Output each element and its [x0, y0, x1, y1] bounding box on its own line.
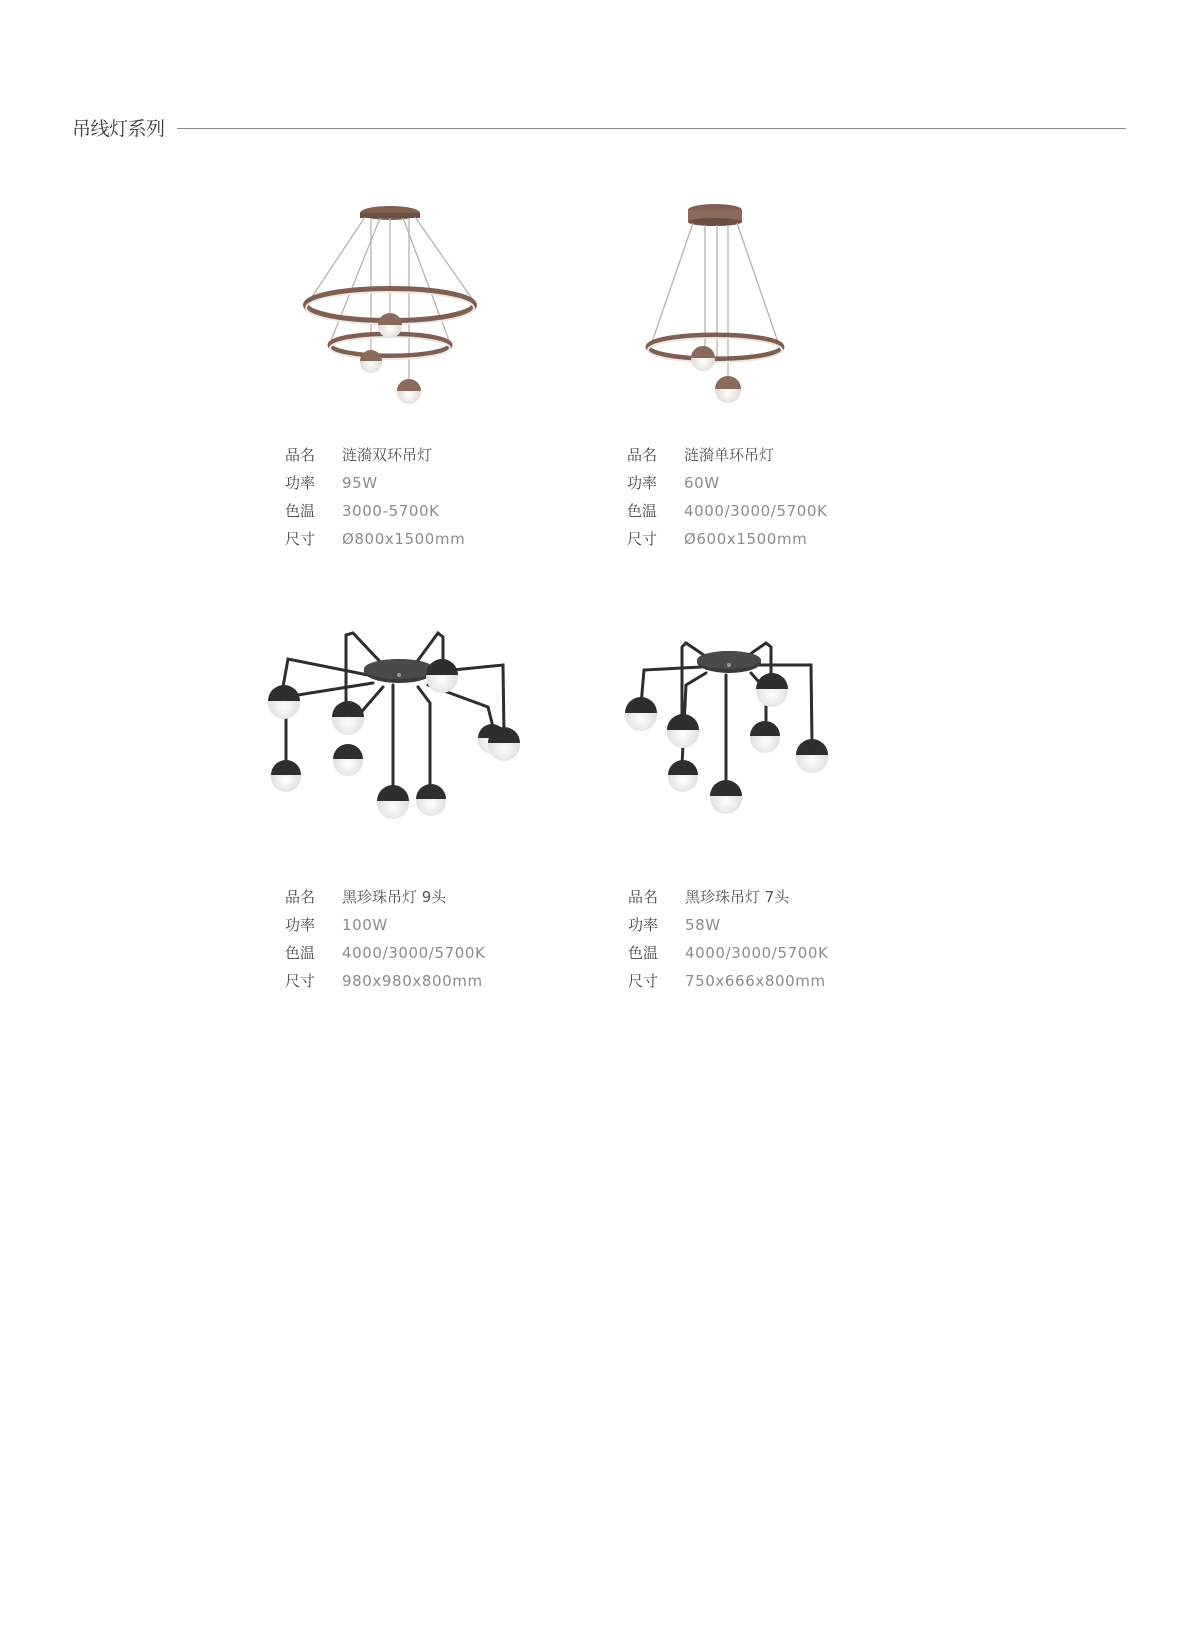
spec-row-name [627, 441, 827, 469]
spec-label: 品名 [627, 446, 658, 464]
spec-row-name [628, 883, 828, 911]
section-title: 吊线灯系列 [72, 118, 165, 140]
spec-row-color-temp [285, 497, 465, 525]
black-pearl-7-pendant-image [626, 635, 846, 825]
single-ring-pendant-image [627, 195, 957, 415]
product-color-temp: 3000-5700K [342, 502, 440, 520]
spec-label: 品名 [285, 446, 316, 464]
double-ring-pendant-image [285, 195, 615, 415]
spec-row-color-temp [628, 939, 828, 967]
spec-label: 尺寸 [285, 972, 316, 990]
product-color-temp: 4000/3000/5700K [685, 944, 829, 962]
product-specs [628, 883, 828, 995]
product-name: 涟漪双环吊灯 [342, 446, 433, 464]
product-specs [285, 883, 485, 995]
product-specs [627, 441, 827, 553]
spec-row-power [285, 469, 465, 497]
product-specs [285, 441, 465, 553]
spec-row-color-temp [285, 939, 485, 967]
product-card-black-pearl-9 [268, 625, 598, 1005]
product-size: 750x666x800mm [685, 972, 826, 990]
product-card-single-ring [627, 195, 957, 555]
product-color-temp: 4000/3000/5700K [342, 944, 486, 962]
product-size: Ø600x1500mm [684, 530, 808, 548]
product-power: 95W [342, 474, 378, 492]
spec-row-name [285, 441, 465, 469]
spec-label: 功率 [285, 474, 316, 492]
spec-label: 品名 [628, 888, 659, 906]
spec-label: 尺寸 [627, 530, 658, 548]
spec-label: 尺寸 [628, 972, 659, 990]
product-power: 100W [342, 916, 388, 934]
spec-label: 功率 [628, 916, 659, 934]
product-color-temp: 4000/3000/5700K [684, 502, 828, 520]
section-header [72, 114, 1126, 144]
spec-label: 尺寸 [285, 530, 316, 548]
spec-row-color-temp [627, 497, 827, 525]
spec-label: 品名 [285, 888, 316, 906]
spec-row-size [627, 525, 827, 553]
spec-label: 色温 [285, 502, 316, 520]
header-divider [177, 128, 1126, 129]
spec-row-size [285, 525, 465, 553]
spec-label: 色温 [627, 502, 658, 520]
spec-row-power [627, 469, 827, 497]
spec-row-size [285, 967, 485, 995]
product-card-black-pearl-7 [626, 635, 956, 1005]
product-name: 涟漪单环吊灯 [684, 446, 775, 464]
product-power: 58W [685, 916, 721, 934]
spec-label: 功率 [285, 916, 316, 934]
spec-row-size [628, 967, 828, 995]
product-card-double-ring [285, 195, 615, 555]
product-size: Ø800x1500mm [342, 530, 466, 548]
spec-row-name [285, 883, 485, 911]
product-power: 60W [684, 474, 720, 492]
spec-label: 色温 [628, 944, 659, 962]
spec-label: 色温 [285, 944, 316, 962]
product-name: 黑珍珠吊灯 7头 [685, 888, 790, 906]
spec-row-power [285, 911, 485, 939]
product-size: 980x980x800mm [342, 972, 483, 990]
spec-row-power [628, 911, 828, 939]
spec-label: 功率 [627, 474, 658, 492]
product-name: 黑珍珠吊灯 9头 [342, 888, 447, 906]
black-pearl-9-pendant-image [268, 625, 538, 835]
